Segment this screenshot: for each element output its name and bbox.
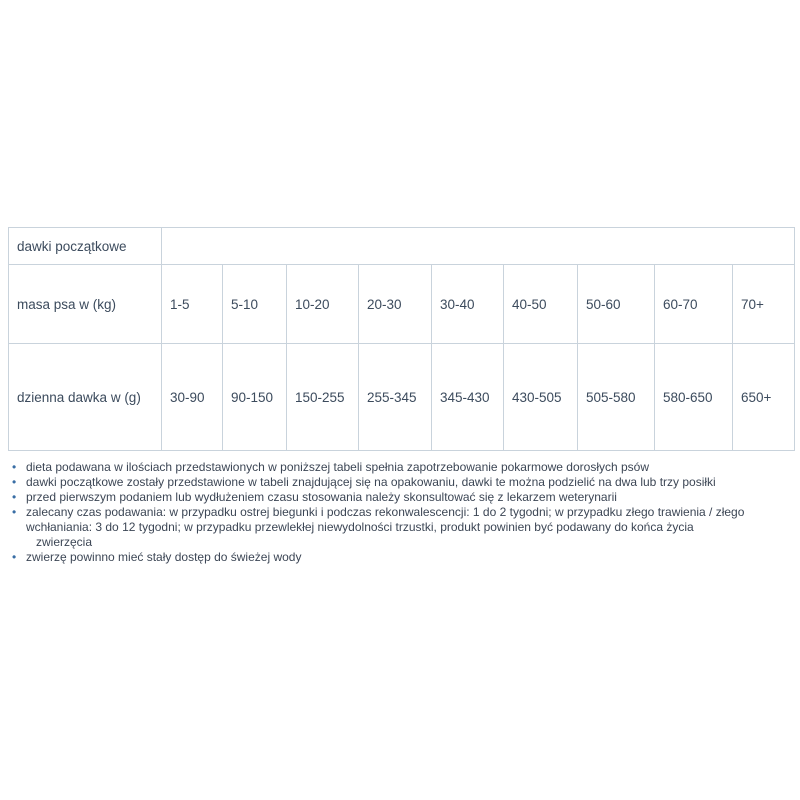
dose-cell: 90-150	[223, 344, 287, 451]
weight-cell: 70+	[733, 265, 795, 344]
note-text: zwierzę powinno mieć stały dostęp do świeżej wody	[26, 550, 302, 564]
dose-row-label: dzienna dawka w (g)	[9, 344, 162, 451]
note-text: zalecany czas podawania: w przypadku ostrej biegunki i podczas rekonwalescencji: 1 do 2 tygodni; w przypadku złego trawienia / złego wchłaniania: 3 do 12 tygodni; w przypadku przewlekłej niewydolności trzustki, produkt powinien być podawany do końca życia	[26, 505, 745, 534]
dose-cell: 580-650	[655, 344, 733, 451]
bullet-icon: •	[12, 505, 17, 519]
note-text: przed pierwszym podaniem lub wydłużeniem czasu stosowania należy skonsultować się z lekarzem weterynarii	[26, 490, 617, 504]
note-item	[10, 550, 790, 565]
weight-cell: 20-30	[359, 265, 432, 344]
note-item	[10, 505, 790, 550]
bullet-icon: •	[12, 550, 17, 564]
weight-cell: 40-50	[504, 265, 578, 344]
weight-cell: 5-10	[223, 265, 287, 344]
bullet-icon: •	[12, 490, 17, 504]
weight-cell: 10-20	[287, 265, 359, 344]
note-text: dieta podawana w ilościach przedstawionych w poniższej tabeli spełnia zapotrzebowanie pokarmowe dorosłych psów	[26, 460, 650, 474]
dose-cell: 505-580	[578, 344, 655, 451]
header-empty-cell	[162, 228, 795, 265]
table-header-row	[9, 228, 795, 265]
header-label: dawki początkowe	[9, 228, 162, 265]
weight-cell: 1-5	[162, 265, 223, 344]
dose-cell: 650+	[733, 344, 795, 451]
dose-cell: 430-505	[504, 344, 578, 451]
note-item	[10, 490, 790, 505]
bullet-icon: •	[12, 475, 17, 489]
weight-cell: 50-60	[578, 265, 655, 344]
note-text: dawki początkowe zostały przedstawione w tabeli znajdującej się na opakowaniu, dawki te można podzielić na dwa lub trzy posiłki	[26, 475, 716, 489]
note-text-continuation: zwierzęcia	[36, 535, 93, 549]
dose-cell: 30-90	[162, 344, 223, 451]
note-item	[10, 475, 790, 490]
weight-row	[9, 265, 795, 344]
dose-cell: 345-430	[432, 344, 504, 451]
dose-cell: 150-255	[287, 344, 359, 451]
weight-row-label: masa psa w (kg)	[9, 265, 162, 344]
dose-cell: 255-345	[359, 344, 432, 451]
bullet-icon: •	[12, 460, 17, 474]
note-item	[10, 460, 790, 475]
weight-cell: 60-70	[655, 265, 733, 344]
notes-list	[10, 460, 790, 565]
feeding-dose-table	[8, 227, 795, 451]
dose-row	[9, 344, 795, 451]
weight-cell: 30-40	[432, 265, 504, 344]
